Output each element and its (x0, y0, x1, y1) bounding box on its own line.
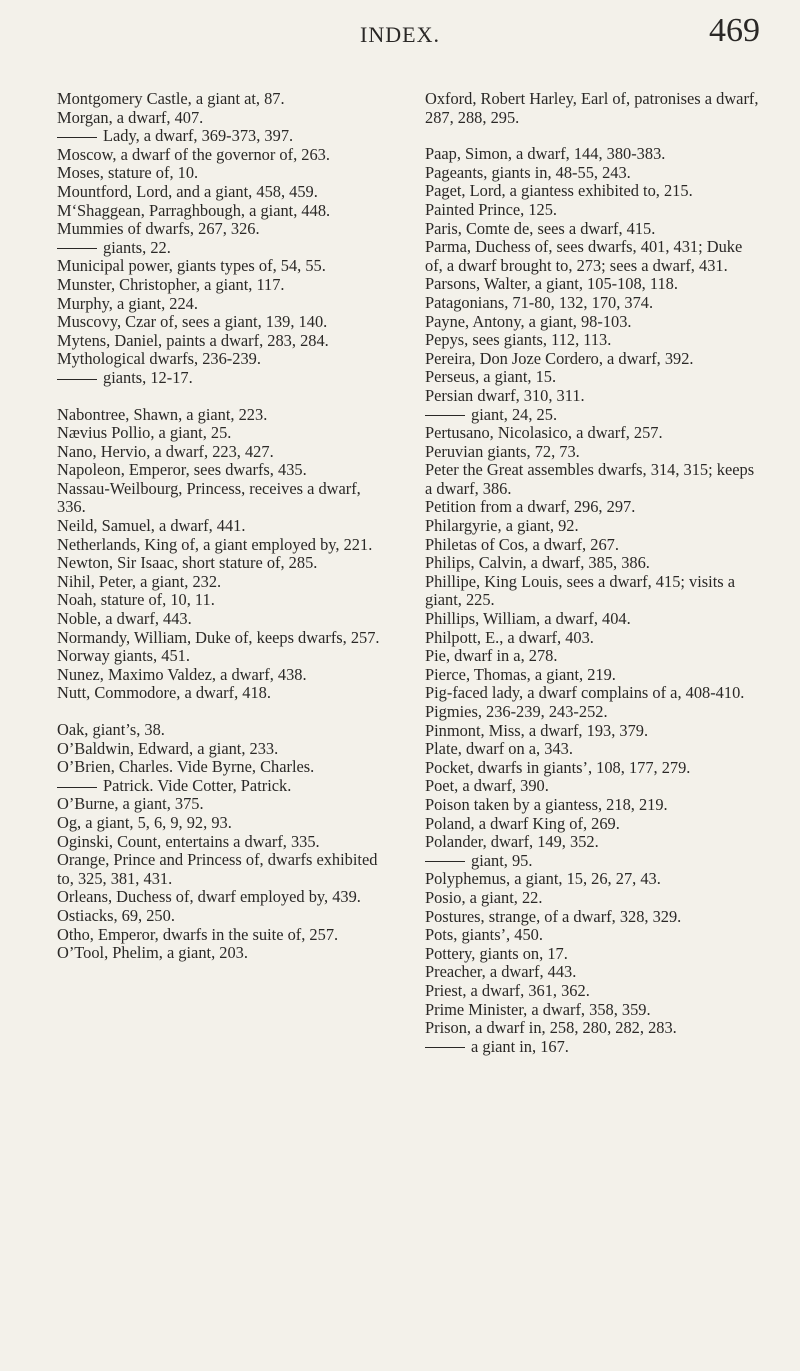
index-entry (425, 870, 760, 889)
index-entry (57, 90, 392, 109)
entry-text: Moses, stature of, 10. (57, 163, 199, 183)
index-entry (425, 777, 760, 796)
index-entry (57, 257, 392, 276)
entry-text: giant, 24, 25. (471, 404, 558, 424)
entry-text: Pepys, sees giants, 112, 113. (425, 330, 612, 350)
entry-text: O’Burne, a giant, 375. (57, 794, 204, 814)
index-entry (425, 182, 760, 201)
entry-text: Nihil, Peter, a giant, 232. (57, 571, 222, 591)
section-gap (57, 703, 392, 721)
index-subentry (57, 777, 392, 796)
index-entry (425, 945, 760, 964)
index-entry (57, 146, 392, 165)
entry-text: Philetas of Cos, a dwarf, 267. (425, 534, 619, 554)
index-entry (425, 926, 760, 945)
index-entry (57, 350, 392, 369)
entry-text: Pierce, Thomas, a giant, 219. (425, 664, 616, 684)
index-entry (425, 294, 760, 313)
index-entry (57, 758, 392, 777)
entry-text: Orleans, Duchess of, dwarf employed by, 439. (57, 887, 361, 907)
entry-text: Priest, a dwarf, 361, 362. (425, 980, 590, 1000)
entry-text: Pottery, giants on, 17. (425, 943, 568, 963)
index-subentry (57, 369, 392, 388)
index-entry (425, 275, 760, 294)
index-entry (425, 759, 760, 778)
entry-text: Morgan, a dwarf, 407. (57, 107, 204, 127)
index-entry (425, 666, 760, 685)
index-entry (57, 666, 392, 685)
index-entry (425, 461, 760, 498)
entry-text: Oxford, Robert Harley, Earl of, patronises a dwarf, 287, 288, 295. (425, 89, 759, 127)
index-entry (57, 554, 392, 573)
left-column (57, 90, 392, 963)
index-entry (57, 888, 392, 907)
index-entry (425, 833, 760, 852)
entry-text: Muscovy, Czar of, sees a giant, 139, 140. (57, 312, 328, 332)
entry-text: Nutt, Commodore, a dwarf, 418. (57, 683, 271, 703)
index-entry (57, 202, 392, 221)
entry-text: Postures, strange, of a dwarf, 328, 329. (425, 906, 682, 926)
index-entry (57, 833, 392, 852)
entry-text: Mythological dwarfs, 236-239. (57, 349, 261, 369)
entry-text: Paap, Simon, a dwarf, 144, 380-383. (425, 144, 666, 164)
entry-text: Pig-faced lady, a dwarf complains of a, 408-410. (425, 683, 745, 703)
entry-text: Phillipe, King Louis, sees a dwarf, 415; visits a giant, 225. (425, 571, 736, 610)
index-entry (57, 424, 392, 443)
index-entry (425, 517, 760, 536)
ditto-dash (57, 379, 97, 380)
entry-text: Moscow, a dwarf of the governor of, 263. (57, 144, 330, 164)
index-entry (57, 183, 392, 202)
entry-text: O’Brien, Charles. Vide Byrne, Charles. (57, 757, 315, 777)
entry-text: Mountford, Lord, and a giant, 458, 459. (57, 181, 318, 201)
index-entry (425, 1001, 760, 1020)
entry-text: Parma, Duchess of, sees dwarfs, 401, 431; Duke of, a dwarf brought to, 273; sees a dwarf, 431. (425, 237, 743, 275)
entry-text: Patrick. Vide Cotter, Patrick. (103, 775, 292, 795)
index-entry (425, 554, 760, 573)
index-entry (425, 647, 760, 666)
index-entry (425, 815, 760, 834)
entry-text: Philargyrie, a giant, 92. (425, 516, 579, 536)
index-entry (57, 443, 392, 462)
entry-text: Philips, Calvin, a dwarf, 385, 386. (425, 553, 650, 573)
index-entry (425, 629, 760, 648)
section-gap (57, 388, 392, 406)
entry-text: Plate, dwarf on a, 343. (425, 739, 573, 759)
entry-text: Orange, Prince and Princess of, dwarfs exhibited to, 325, 381, 431. (57, 850, 378, 888)
entry-text: Og, a giant, 5, 6, 9, 92, 93. (57, 812, 232, 832)
entry-text: Oginski, Count, entertains a dwarf, 335. (57, 831, 320, 851)
index-entry (425, 350, 760, 369)
index-entry (425, 610, 760, 629)
index-subentry (57, 239, 392, 258)
entry-text: Posio, a giant, 22. (425, 887, 543, 907)
index-entry (425, 424, 760, 443)
entry-text: Norway giants, 451. (57, 646, 190, 666)
index-entry (57, 944, 392, 963)
ditto-dash (57, 137, 97, 138)
entry-text: giant, 95. (471, 850, 533, 870)
index-entry (425, 313, 760, 332)
index-subentry (425, 1038, 760, 1057)
entry-text: Nævius Pollio, a giant, 25. (57, 423, 232, 443)
index-entry (57, 629, 392, 648)
index-entry (57, 591, 392, 610)
entry-text: Netherlands, King of, a giant employed by, 221. (57, 534, 373, 554)
index-entry (57, 721, 392, 740)
index-entry (425, 684, 760, 703)
index-entry (57, 795, 392, 814)
index-entry (425, 498, 760, 517)
ditto-dash (57, 248, 97, 249)
index-entry (425, 982, 760, 1001)
entry-text: Pots, giants’, 450. (425, 925, 543, 945)
entry-text: Polyphemus, a giant, 15, 26, 27, 43. (425, 869, 661, 889)
index-entry (57, 461, 392, 480)
index-entry (57, 406, 392, 425)
index-entry (425, 796, 760, 815)
entry-text: Newton, Sir Isaac, short stature of, 285. (57, 553, 318, 573)
index-entry (425, 740, 760, 759)
index-entry (57, 573, 392, 592)
index-entry (57, 276, 392, 295)
index-entry (57, 220, 392, 239)
entry-text: Prime Minister, a dwarf, 358, 359. (425, 999, 651, 1019)
index-entry (57, 313, 392, 332)
entry-text: Parsons, Walter, a giant, 105-108, 118. (425, 274, 678, 294)
entry-text: O’Baldwin, Edward, a giant, 233. (57, 738, 279, 758)
entry-text: Napoleon, Emperor, sees dwarfs, 435. (57, 460, 307, 480)
entry-text: M‘Shaggean, Parraghbough, a giant, 448. (57, 200, 331, 220)
entry-text: Perseus, a giant, 15. (425, 367, 557, 387)
index-entry (57, 295, 392, 314)
entry-text: Petition from a dwarf, 296, 297. (425, 497, 636, 517)
entry-text: Noah, stature of, 10, 11. (57, 590, 215, 610)
index-entry (57, 907, 392, 926)
entry-text: Otho, Emperor, dwarfs in the suite of, 257. (57, 924, 339, 944)
entry-text: O’Tool, Phelim, a giant, 203. (57, 943, 248, 963)
index-entry (425, 145, 760, 164)
index-entry (57, 517, 392, 536)
entry-text: Nabontree, Shawn, a giant, 223. (57, 404, 268, 424)
index-entry (425, 220, 760, 239)
index-entry (57, 647, 392, 666)
running-head (0, 10, 800, 60)
index-entry (57, 332, 392, 351)
entry-text: Pertusano, Nicolasico, a dwarf, 257. (425, 423, 663, 443)
entry-text: Preacher, a dwarf, 443. (425, 962, 577, 982)
index-entry (57, 814, 392, 833)
index-entry (425, 536, 760, 555)
entry-text: Pigmies, 236-239, 243-252. (425, 702, 608, 721)
entry-text: Munster, Christopher, a giant, 117. (57, 274, 285, 294)
index-entry (57, 164, 392, 183)
index-entry (57, 480, 392, 517)
ditto-dash (425, 861, 465, 862)
index-entry (425, 963, 760, 982)
entry-text: Murphy, a giant, 224. (57, 293, 198, 313)
index-entry (57, 536, 392, 555)
entry-text: Noble, a dwarf, 443. (57, 609, 192, 629)
index-entry (57, 684, 392, 703)
entry-text: Nassau-Weilbourg, Princess, receives a dwarf, 336. (57, 478, 361, 517)
entry-text: Mummies of dwarfs, 267, 326. (57, 219, 260, 239)
ditto-dash (57, 787, 97, 788)
entry-text: Pocket, dwarfs in giants’, 108, 177, 279. (425, 757, 691, 777)
index-entry (425, 1019, 760, 1038)
page-number: 469 (709, 12, 760, 49)
index-entry (425, 387, 760, 406)
entry-text: Nano, Hervio, a dwarf, 223, 427. (57, 441, 274, 461)
entry-text: Poet, a dwarf, 390. (425, 776, 549, 796)
entry-text: Pageants, giants in, 48-55, 243. (425, 162, 631, 182)
index-entry (425, 889, 760, 908)
index-entry (425, 573, 760, 610)
entry-text: a giant in, 167. (471, 1036, 569, 1056)
ditto-dash (425, 415, 465, 416)
index-entry (425, 368, 760, 387)
index-subentry (425, 406, 760, 425)
entry-text: Mytens, Daniel, paints a dwarf, 283, 284. (57, 330, 329, 350)
index-entry (425, 703, 760, 722)
entry-text: Montgomery Castle, a giant at, 87. (57, 89, 285, 108)
entry-text: Lady, a dwarf, 369-373, 397. (103, 126, 294, 146)
entry-text: Nunez, Maximo Valdez, a dwarf, 438. (57, 664, 307, 684)
entry-text: Peter the Great assembles dwarfs, 314, 315; keeps a dwarf, 386. (425, 460, 755, 498)
entry-text: Municipal power, giants types of, 54, 55. (57, 256, 326, 276)
entry-text: Pinmont, Miss, a dwarf, 193, 379. (425, 720, 649, 740)
entry-text: Paget, Lord, a giantess exhibited to, 215. (425, 181, 693, 201)
entry-text: Paris, Comte de, sees a dwarf, 415. (425, 218, 656, 238)
index-subentry (425, 852, 760, 871)
index-subentry (57, 127, 392, 146)
section-gap (425, 127, 760, 145)
index-entry (425, 722, 760, 741)
ditto-dash (425, 1047, 465, 1048)
entry-text: giants, 22. (103, 237, 171, 257)
entry-text: Persian dwarf, 310, 311. (425, 385, 585, 405)
index-entry (57, 109, 392, 128)
index-entry (425, 164, 760, 183)
index-entry (425, 238, 760, 275)
entry-text: Neild, Samuel, a dwarf, 441. (57, 516, 246, 536)
index-entry (425, 443, 760, 462)
page-title: INDEX. (360, 22, 440, 47)
index-entry (425, 908, 760, 927)
entry-text: Payne, Antony, a giant, 98-103. (425, 311, 632, 331)
index-entry (57, 610, 392, 629)
entry-text: Painted Prince, 125. (425, 199, 558, 219)
index-entry (425, 90, 760, 127)
index-entry (57, 740, 392, 759)
entry-text: Polander, dwarf, 149, 352. (425, 832, 599, 852)
entry-text: Prison, a dwarf in, 258, 280, 282, 283. (425, 1018, 677, 1038)
entry-text: Oak, giant’s, 38. (57, 720, 165, 739)
entry-text: Patagonians, 71-80, 132, 170, 374. (425, 292, 654, 312)
entry-text: Normandy, William, Duke of, keeps dwarfs, 257. (57, 627, 380, 647)
entry-text: Pie, dwarf in a, 278. (425, 646, 558, 666)
index-entry (425, 331, 760, 350)
entry-text: Pereira, Don Joze Cordero, a dwarf, 392. (425, 348, 694, 368)
index-entry (57, 851, 392, 888)
entry-text: Poland, a dwarf King of, 269. (425, 813, 620, 833)
index-entry (425, 201, 760, 220)
entry-text: Poison taken by a giantess, 218, 219. (425, 794, 668, 814)
entry-text: Phillips, William, a dwarf, 404. (425, 609, 631, 629)
entry-text: Philpott, E., a dwarf, 403. (425, 627, 594, 647)
index-entry (57, 926, 392, 945)
entry-text: giants, 12-17. (103, 367, 193, 387)
right-column (425, 90, 760, 1056)
entry-text: Ostiacks, 69, 250. (57, 905, 175, 925)
entry-text: Peruvian giants, 72, 73. (425, 441, 580, 461)
